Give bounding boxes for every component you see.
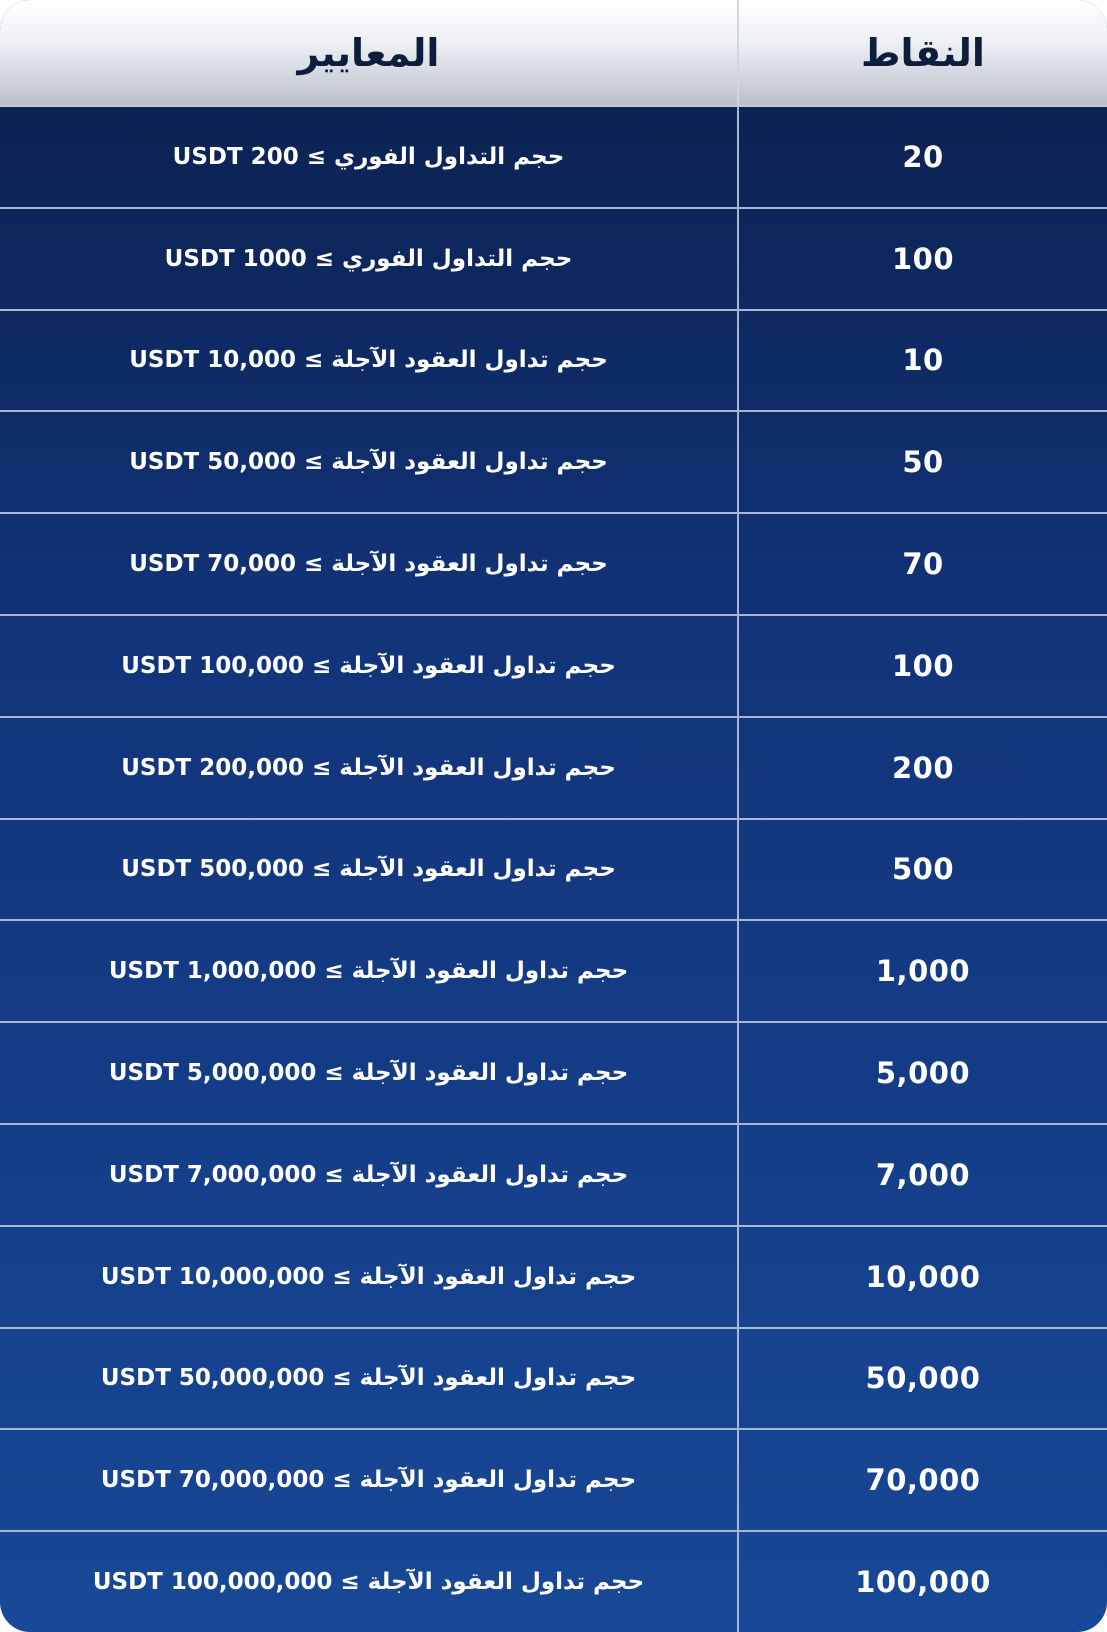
table-row (0, 514, 1107, 616)
table-row (0, 412, 1107, 514)
table-row (0, 1227, 1107, 1329)
points-cell: 7,000 (737, 1125, 1107, 1225)
criteria-cell: حجم تداول العقود الآجلة ≥ USDT 70,000,000 (100, 1467, 637, 1494)
criteria-cell: حجم تداول العقود الآجلة ≥ USDT 10,000,000 (100, 1263, 637, 1290)
criteria-cell: حجم تداول العقود الآجلة ≥ USDT 5,000,000 (108, 1060, 629, 1087)
table-row (0, 616, 1107, 718)
criteria-cell: حجم تداول العقود الآجلة ≥ USDT 70,000 (129, 551, 608, 578)
criteria-cell: حجم تداول العقود الآجلة ≥ USDT 200,000 (121, 754, 616, 781)
points-cell: 5,000 (737, 1023, 1107, 1123)
criteria-cell: حجم التداول الفوري ≥ USDT 1000 (164, 245, 573, 272)
table-row (0, 921, 1107, 1023)
points-cell: 100 (737, 616, 1107, 716)
table-body (0, 107, 1107, 1632)
points-cell: 20 (737, 107, 1107, 207)
criteria-cell: حجم تداول العقود الآجلة ≥ USDT 100,000,000 (92, 1569, 645, 1596)
criteria-cell: حجم التداول الفوري ≥ USDT 200 (172, 143, 565, 170)
points-cell: 50 (737, 412, 1107, 512)
criteria-cell: حجم تداول العقود الآجلة ≥ USDT 1,000,000 (108, 958, 629, 985)
table-row (0, 1329, 1107, 1431)
points-cell: 10,000 (737, 1227, 1107, 1327)
criteria-cell: حجم تداول العقود الآجلة ≥ USDT 10,000 (129, 347, 608, 374)
table-row (0, 1125, 1107, 1227)
points-cell: 10 (737, 311, 1107, 411)
points-cell: 200 (737, 718, 1107, 818)
table-row (0, 1430, 1107, 1532)
table-header (0, 0, 1107, 107)
table-row (0, 1532, 1107, 1632)
criteria-cell: حجم تداول العقود الآجلة ≥ USDT 50,000 (129, 449, 608, 476)
table-row (0, 1023, 1107, 1125)
points-cell: 1,000 (737, 921, 1107, 1021)
points-cell: 50,000 (737, 1329, 1107, 1429)
points-cell: 70 (737, 514, 1107, 614)
header-points: النقاط (737, 0, 1107, 105)
table-row (0, 107, 1107, 209)
criteria-cell: حجم تداول العقود الآجلة ≥ USDT 50,000,000 (100, 1365, 637, 1392)
header-criteria: المعايير (297, 30, 440, 75)
points-cell: 500 (737, 820, 1107, 920)
table-row (0, 718, 1107, 820)
table-row (0, 820, 1107, 922)
criteria-cell: حجم تداول العقود الآجلة ≥ USDT 100,000 (121, 652, 616, 679)
points-cell: 100,000 (737, 1532, 1107, 1632)
points-cell: 100 (737, 209, 1107, 309)
criteria-cell: حجم تداول العقود الآجلة ≥ USDT 500,000 (121, 856, 616, 883)
points-cell: 70,000 (737, 1430, 1107, 1530)
criteria-cell: حجم تداول العقود الآجلة ≥ USDT 7,000,000 (108, 1161, 629, 1188)
table-row (0, 209, 1107, 311)
table-row (0, 311, 1107, 413)
